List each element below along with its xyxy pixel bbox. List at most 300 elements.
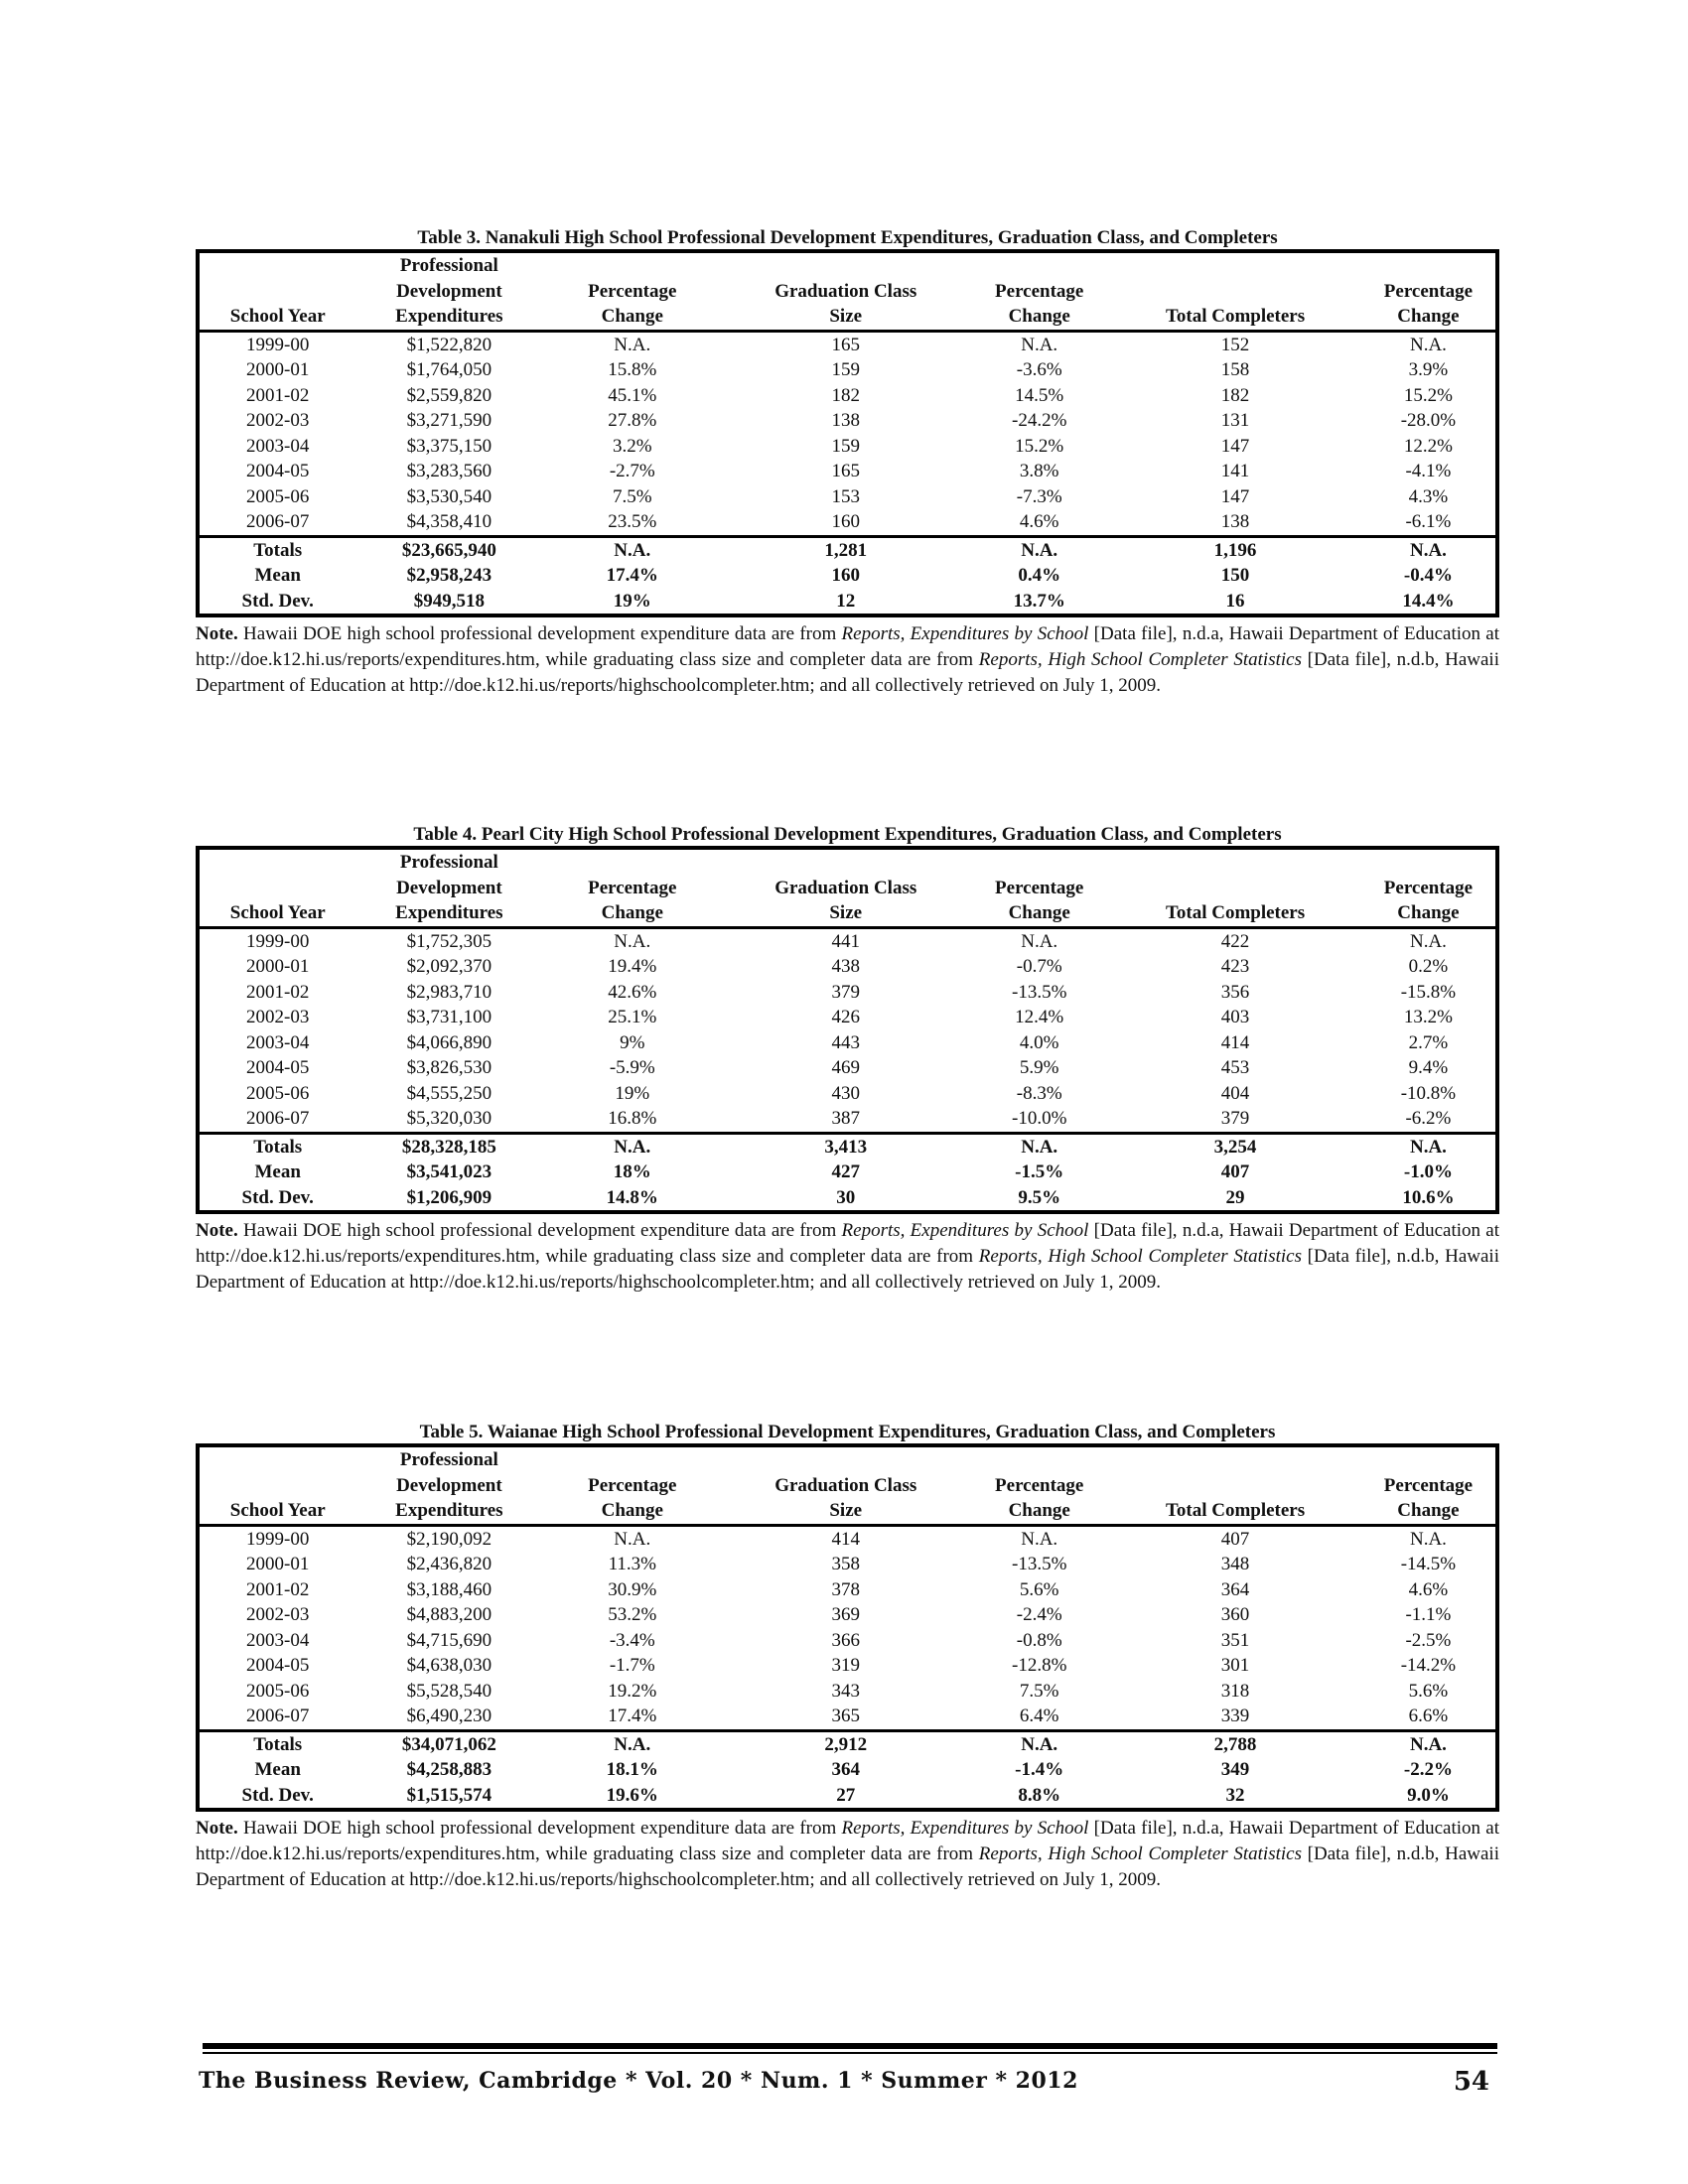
table-cell: -3.4%	[609, 1629, 655, 1651]
footer-rule	[203, 2043, 1497, 2049]
table-cell: 360	[1220, 1604, 1250, 1625]
table-cell: 343	[831, 1680, 860, 1702]
table-cell: N.A.	[1361, 1730, 1495, 1757]
note-text: Hawaii DOE high school professional development expenditure data are from	[237, 623, 842, 644]
header-cell	[1361, 1447, 1495, 1473]
table-cell: $4,555,250	[406, 1082, 492, 1104]
row-label-cell: 2000-01	[246, 1554, 310, 1574]
table-cell: 6.4%	[1019, 1706, 1059, 1726]
table-cell: -1.1%	[1405, 1604, 1452, 1625]
table-cell: $2,983,710	[406, 981, 492, 1003]
header-cell	[1109, 279, 1361, 305]
table-cell: 0.2%	[1408, 956, 1449, 977]
table-block-5	[196, 1422, 1499, 1893]
table-cell: 469	[831, 1057, 860, 1078]
table-cell: 14.5%	[1015, 384, 1064, 406]
table-cell: 4.6%	[1408, 1578, 1449, 1600]
table-cell: 11.3%	[608, 1554, 656, 1574]
table-cell: $2,559,820	[406, 384, 492, 406]
table-cell: 45.1%	[608, 384, 657, 406]
table-cell: -1.5%	[1015, 1161, 1064, 1182]
header-cell	[200, 850, 355, 876]
table-cell: 6.6%	[1408, 1706, 1449, 1726]
table-row	[200, 1679, 1495, 1705]
note-source-2: Reports, High School Completer Statistics	[978, 1246, 1302, 1267]
table-cell: 427	[831, 1161, 860, 1182]
table-cell: N.A.	[614, 334, 651, 355]
header-cell	[722, 1447, 969, 1473]
table-cell: N.A.	[542, 1133, 722, 1160]
header-cell	[200, 876, 355, 901]
table-cell: 158	[1220, 359, 1250, 380]
header-cell	[1109, 876, 1361, 901]
summary-row	[200, 1783, 1495, 1809]
row-label-cell: Std. Dev.	[241, 1784, 314, 1806]
data-table	[200, 1447, 1495, 1808]
table-cell: $5,320,030	[406, 1108, 492, 1129]
table-cell: 364	[831, 1759, 860, 1780]
table-cell: 14.4%	[1402, 590, 1455, 612]
table-cell: 19%	[615, 1082, 650, 1104]
row-label-cell: 2004-05	[246, 461, 310, 481]
table-row	[200, 459, 1495, 484]
table-cell: N.A.	[1021, 334, 1058, 355]
table-cell: 23.5%	[608, 511, 657, 532]
table-cell: $2,092,370	[406, 956, 492, 977]
row-label-cell: 1999-00	[246, 1528, 310, 1550]
header-cell: Development	[396, 877, 502, 898]
table-cell: N.A.	[1361, 1133, 1495, 1160]
table-row	[200, 434, 1495, 460]
row-label-cell: Std. Dev.	[241, 1186, 314, 1208]
table-cell: $2,436,820	[406, 1554, 492, 1574]
summary-row	[200, 589, 1495, 614]
table-cell: 182	[1220, 384, 1250, 406]
summary-row	[200, 536, 1495, 563]
table-row	[200, 357, 1495, 383]
header-cell	[200, 253, 355, 279]
table-cell: 403	[1220, 1007, 1250, 1027]
data-table	[200, 850, 1495, 1210]
table-row	[200, 331, 1495, 357]
table-cell: 138	[831, 410, 860, 431]
header-cell	[722, 850, 969, 876]
table-cell: 365	[831, 1706, 860, 1726]
table-cell: 9%	[620, 1031, 645, 1053]
row-label-cell: 2002-03	[246, 1604, 310, 1625]
header-cell: Percentage	[995, 877, 1084, 898]
row-label-cell: 2003-04	[246, 435, 310, 457]
table-cell: -2.4%	[1016, 1604, 1062, 1625]
row-label-cell: 2000-01	[246, 359, 310, 380]
table-cell: $4,066,890	[406, 1031, 492, 1053]
note-text: Hawaii DOE high school professional development expenditure data are from	[237, 1220, 842, 1241]
table-cell: 147	[1220, 485, 1250, 507]
table-row	[200, 1081, 1495, 1107]
table-cell: 387	[831, 1108, 860, 1129]
table-cell: 3.2%	[612, 435, 652, 457]
table-row	[200, 1030, 1495, 1056]
table-cell: -13.5%	[1012, 981, 1067, 1003]
footer-journal-citation: The Business Review, Cambridge * Vol. 20 * Num. 1 * Summer * 2012	[199, 2068, 1078, 2094]
summary-row	[200, 1160, 1495, 1185]
table-note	[196, 1218, 1499, 1296]
table-cell: 15.8%	[608, 359, 657, 380]
table-cell: 18%	[613, 1161, 651, 1182]
table-cell: 1,281	[722, 536, 969, 563]
table-cell: 138	[1220, 511, 1250, 532]
header-percentage-change: Change	[1361, 1498, 1495, 1525]
header-graduation-class-size: Size	[722, 304, 969, 331]
table-cell: 3.8%	[1019, 461, 1059, 481]
table-cell: $28,328,185	[355, 1133, 542, 1160]
summary-row	[200, 1757, 1495, 1783]
note-source-1: Reports, Expenditures by School	[841, 1220, 1089, 1241]
table-cell: 364	[1220, 1578, 1250, 1600]
table-cell: 19%	[613, 590, 651, 612]
note-text: [Data file], n.d.b, Hawaii Department of Education at http://doe.k12.hi.us/reports/highschoolcompleter.htm; and all collectively retrieved on July 1, 2009.	[196, 1246, 1499, 1293]
row-label-cell: 2002-03	[246, 1007, 310, 1027]
header-cell	[1109, 1447, 1361, 1473]
table-cell: 4.3%	[1408, 485, 1449, 507]
header-percentage-change: Change	[542, 1498, 722, 1525]
table-row	[200, 383, 1495, 409]
table-cell: 13.2%	[1403, 1007, 1453, 1027]
header-graduation-class-size: Size	[722, 900, 969, 927]
row-label-cell: Mean	[254, 1161, 301, 1182]
table-cell: $3,271,590	[406, 410, 492, 431]
table-cell: -2.7%	[609, 461, 655, 481]
table-cell: 3,413	[722, 1133, 969, 1160]
table-cell: N.A.	[969, 536, 1109, 563]
table-cell: 319	[831, 1655, 860, 1676]
table-cell: 379	[831, 981, 860, 1003]
table-cell: 159	[831, 359, 860, 380]
table-cell: 339	[1220, 1706, 1250, 1726]
table-cell: 12	[836, 590, 856, 612]
table-row	[200, 954, 1495, 980]
header-cell: Percentage	[588, 1474, 677, 1496]
table-cell: 19.6%	[606, 1784, 658, 1806]
header-percentage-change: Change	[969, 1498, 1109, 1525]
header-cell	[1361, 850, 1495, 876]
table-caption: Table 3. Nanakuli High School Professional Development Expenditures, Graduation Class, and Completers	[417, 227, 1278, 248]
header-cell: Development	[396, 280, 502, 302]
table-cell: 414	[831, 1528, 860, 1550]
header-cell: Development	[396, 1474, 502, 1496]
header-cell	[1109, 850, 1361, 876]
table-cell: -24.2%	[1012, 410, 1067, 431]
table-cell: 7.5%	[612, 485, 652, 507]
header-cell: Percentage	[995, 280, 1084, 302]
note-source-1: Reports, Expenditures by School	[841, 1818, 1089, 1839]
header-cell: Graduation Class	[774, 280, 917, 302]
header-school-year: School Year	[200, 304, 355, 331]
table-cell: 5.6%	[1019, 1578, 1059, 1600]
table-cell: 1,196	[1109, 536, 1361, 563]
table-cell: 356	[1220, 981, 1250, 1003]
table-cell: 2.7%	[1408, 1031, 1449, 1053]
table-block-3	[196, 227, 1499, 699]
table-cell: 8.8%	[1018, 1784, 1061, 1806]
table-cell: $1,206,909	[406, 1186, 492, 1208]
row-label-cell: 2002-03	[246, 410, 310, 431]
table-cell: -12.8%	[1012, 1655, 1067, 1676]
table-row	[200, 1577, 1495, 1603]
table-cell: -15.8%	[1400, 981, 1457, 1003]
table-cell: 182	[831, 384, 860, 406]
header-cell	[969, 1447, 1109, 1473]
table-cell: -10.8%	[1400, 1082, 1457, 1104]
table-cell: $949,518	[413, 590, 485, 612]
row-label-cell: Std. Dev.	[241, 590, 314, 612]
table-cell: 12.4%	[1015, 1007, 1064, 1027]
table-cell: -14.5%	[1400, 1554, 1457, 1574]
table-cell: 29	[1225, 1186, 1245, 1208]
row-label-cell: 2005-06	[246, 1082, 310, 1104]
header-cell	[969, 850, 1109, 876]
data-table	[200, 253, 1495, 614]
table-cell: -0.4%	[1403, 565, 1453, 586]
header-cell	[969, 253, 1109, 279]
table-cell: -13.5%	[1012, 1554, 1067, 1574]
header-cell	[1109, 1473, 1361, 1499]
table-cell: 30.9%	[608, 1578, 657, 1600]
row-label-cell: 2001-02	[246, 1578, 310, 1600]
table-row	[200, 408, 1495, 434]
table-cell: 379	[1220, 1108, 1250, 1129]
table-cell: $4,638,030	[406, 1655, 492, 1676]
table-note	[196, 621, 1499, 699]
table-cell: -1.7%	[609, 1655, 655, 1676]
table-row	[200, 484, 1495, 510]
table-cell: -28.0%	[1400, 410, 1457, 431]
table-cell: -1.0%	[1403, 1161, 1453, 1182]
table-cell: 9.0%	[1407, 1784, 1450, 1806]
table-cell: 441	[831, 930, 860, 952]
row-label-cell: 2006-07	[246, 511, 310, 532]
table-cell: 16.8%	[608, 1108, 657, 1129]
row-label-cell: 2006-07	[246, 1706, 310, 1726]
row-label-cell: Totals	[200, 536, 355, 563]
row-label-cell: Totals	[200, 1133, 355, 1160]
summary-row	[200, 563, 1495, 589]
table-row	[200, 1628, 1495, 1654]
table-cell: $3,188,460	[406, 1578, 492, 1600]
note-text: [Data file], n.d.b, Hawaii Department of Education at http://doe.k12.hi.us/reports/highschoolcompleter.htm; and all collectively retrieved on July 1, 2009.	[196, 1843, 1499, 1890]
table-cell: $34,071,062	[355, 1730, 542, 1757]
table-cell: -6.2%	[1405, 1108, 1452, 1129]
summary-row	[200, 1133, 1495, 1160]
table-cell: $4,358,410	[406, 511, 492, 532]
table-cell: 159	[831, 435, 860, 457]
table-row	[200, 1525, 1495, 1552]
table-cell: 9.5%	[1018, 1186, 1061, 1208]
table-cell: 4.6%	[1019, 511, 1059, 532]
table-row	[200, 980, 1495, 1006]
row-label-cell: Totals	[200, 1730, 355, 1757]
table-cell: 13.7%	[1013, 590, 1065, 612]
header-total-completers: Total Completers	[1109, 900, 1361, 927]
header-school-year: School Year	[200, 900, 355, 927]
header-total-completers: Total Completers	[1109, 1498, 1361, 1525]
table-cell: 15.2%	[1403, 384, 1453, 406]
note-source-2: Reports, High School Completer Statistics	[978, 1843, 1302, 1864]
header-graduation-class-size: Size	[722, 1498, 969, 1525]
table-cell: 407	[1220, 1161, 1250, 1182]
note-label: Note.	[196, 1818, 238, 1839]
table-cell: $4,258,883	[406, 1759, 492, 1780]
table-cell: 147	[1220, 435, 1250, 457]
table-cell: N.A.	[1021, 930, 1058, 952]
row-label-cell: 1999-00	[246, 334, 310, 355]
table-cell: 19.4%	[608, 956, 657, 977]
table-cell: N.A.	[1409, 1528, 1447, 1550]
row-label-cell: 2001-02	[246, 981, 310, 1003]
header-percentage-change: Change	[969, 304, 1109, 331]
table-cell: 14.8%	[606, 1186, 658, 1208]
table-caption: Table 5. Waianae High School Professional Development Expenditures, Graduation Class, and Completers	[419, 1422, 1276, 1442]
table-cell: 150	[1220, 565, 1250, 586]
table-cell: 27	[836, 1784, 856, 1806]
table-cell: $6,490,230	[406, 1706, 492, 1726]
table-cell: $1,764,050	[406, 359, 492, 380]
table-row	[200, 1106, 1495, 1133]
table-cell: 12.2%	[1403, 435, 1453, 457]
table-cell: 16	[1225, 590, 1245, 612]
table-cell: 141	[1220, 461, 1250, 481]
table-cell: 27.8%	[608, 410, 657, 431]
table-cell: N.A.	[1409, 930, 1447, 952]
table-frame	[196, 1443, 1499, 1812]
header-cell: Professional	[399, 852, 498, 873]
header-school-year: School Year	[200, 1498, 355, 1525]
table-caption: Table 4. Pearl City High School Professional Development Expenditures, Graduation Class, and Completers	[413, 824, 1282, 845]
note-text: [Data file], n.d.a, Hawaii Department of Education at http://doe.k12.hi.us/reports/expenditures.htm, while graduating class size and completer data are from	[196, 1818, 1500, 1864]
table-cell: 404	[1220, 1082, 1250, 1104]
row-label-cell: 2003-04	[246, 1031, 310, 1053]
note-text: [Data file], n.d.a, Hawaii Department of Education at http://doe.k12.hi.us/reports/expenditures.htm, while graduating class size and completer data are from	[196, 623, 1500, 670]
header-percentage-change: Change	[1361, 304, 1495, 331]
table-cell: 165	[831, 334, 860, 355]
table-frame	[196, 846, 1499, 1214]
table-cell: $5,528,540	[406, 1680, 492, 1702]
table-cell: -2.2%	[1403, 1759, 1453, 1780]
table-cell: $3,530,540	[406, 485, 492, 507]
row-label-cell: Mean	[254, 1759, 301, 1780]
table-cell: N.A.	[542, 1730, 722, 1757]
table-row	[200, 509, 1495, 536]
table-row	[200, 1704, 1495, 1730]
table-block-4	[196, 824, 1499, 1296]
table-cell: 349	[1220, 1759, 1250, 1780]
table-cell: 443	[831, 1031, 860, 1053]
header-cell: Percentage	[588, 280, 677, 302]
header-cell	[200, 1447, 355, 1473]
table-cell: N.A.	[614, 930, 651, 952]
table-cell: N.A.	[969, 1730, 1109, 1757]
footer-rule	[203, 2052, 1497, 2054]
row-label-cell: 2000-01	[246, 956, 310, 977]
table-cell: 10.6%	[1402, 1186, 1455, 1208]
table-cell: 430	[831, 1082, 860, 1104]
table-cell: 0.4%	[1018, 565, 1061, 586]
table-cell: 414	[1220, 1031, 1250, 1053]
header-cell	[722, 253, 969, 279]
table-cell: N.A.	[969, 1133, 1109, 1160]
table-cell: -2.5%	[1405, 1629, 1452, 1651]
table-cell: -0.7%	[1016, 956, 1062, 977]
row-label-cell: 2001-02	[246, 384, 310, 406]
table-cell: 407	[1220, 1528, 1250, 1550]
row-label-cell: 2003-04	[246, 1629, 310, 1651]
table-cell: $23,665,940	[355, 536, 542, 563]
table-cell: 18.1%	[606, 1759, 658, 1780]
table-row	[200, 1653, 1495, 1679]
table-cell: 5.6%	[1408, 1680, 1449, 1702]
table-cell: -1.4%	[1015, 1759, 1064, 1780]
header-cell	[200, 279, 355, 305]
table-cell: -4.1%	[1405, 461, 1452, 481]
summary-row	[200, 1730, 1495, 1757]
header-cell: Percentage	[1383, 1474, 1474, 1496]
table-cell: $3,283,560	[406, 461, 492, 481]
table-cell: 5.9%	[1019, 1057, 1059, 1078]
header-cell: Percentage	[1383, 280, 1474, 302]
header-cell: Graduation Class	[774, 1474, 917, 1496]
page-number: 54	[1453, 2067, 1489, 2097]
table-cell: $4,883,200	[406, 1604, 492, 1625]
table-cell: -6.1%	[1405, 511, 1452, 532]
header-pd-expenditures: Expenditures	[355, 1498, 542, 1525]
header-cell	[542, 253, 722, 279]
note-text: [Data file], n.d.b, Hawaii Department of Education at http://doe.k12.hi.us/reports/highschoolcompleter.htm; and all collectively retrieved on July 1, 2009.	[196, 649, 1499, 696]
table-cell: 7.5%	[1019, 1680, 1059, 1702]
table-cell: $1,752,305	[406, 930, 492, 952]
table-cell: N.A.	[1021, 1528, 1058, 1550]
table-cell: 438	[831, 956, 860, 977]
table-cell: $3,731,100	[406, 1007, 492, 1027]
table-cell: N.A.	[614, 1528, 651, 1550]
table-cell: 453	[1220, 1057, 1250, 1078]
header-total-completers: Total Completers	[1109, 304, 1361, 331]
row-label-cell: 2004-05	[246, 1057, 310, 1078]
table-cell: $3,541,023	[406, 1161, 492, 1182]
table-cell: N.A.	[542, 536, 722, 563]
header-cell	[542, 850, 722, 876]
table-cell: 369	[831, 1604, 860, 1625]
table-cell: $1,515,574	[406, 1784, 492, 1806]
table-frame	[196, 249, 1499, 617]
table-cell: $2,190,092	[406, 1528, 492, 1550]
table-cell: 318	[1220, 1680, 1250, 1702]
table-cell: 152	[1220, 334, 1250, 355]
table-cell: N.A.	[1409, 334, 1447, 355]
header-percentage-change: Change	[969, 900, 1109, 927]
note-text: Hawaii DOE high school professional development expenditure data are from	[237, 1818, 842, 1839]
table-cell: 4.0%	[1019, 1031, 1059, 1053]
row-label-cell: 1999-00	[246, 930, 310, 952]
row-label-cell: 2005-06	[246, 485, 310, 507]
table-cell: 25.1%	[608, 1007, 657, 1027]
table-cell: $1,522,820	[406, 334, 492, 355]
summary-row	[200, 1185, 1495, 1211]
row-label-cell: 2005-06	[246, 1680, 310, 1702]
table-cell: $3,375,150	[406, 435, 492, 457]
table-cell: 422	[1220, 930, 1250, 952]
table-cell: 53.2%	[608, 1604, 657, 1625]
header-pd-expenditures: Expenditures	[355, 304, 542, 331]
